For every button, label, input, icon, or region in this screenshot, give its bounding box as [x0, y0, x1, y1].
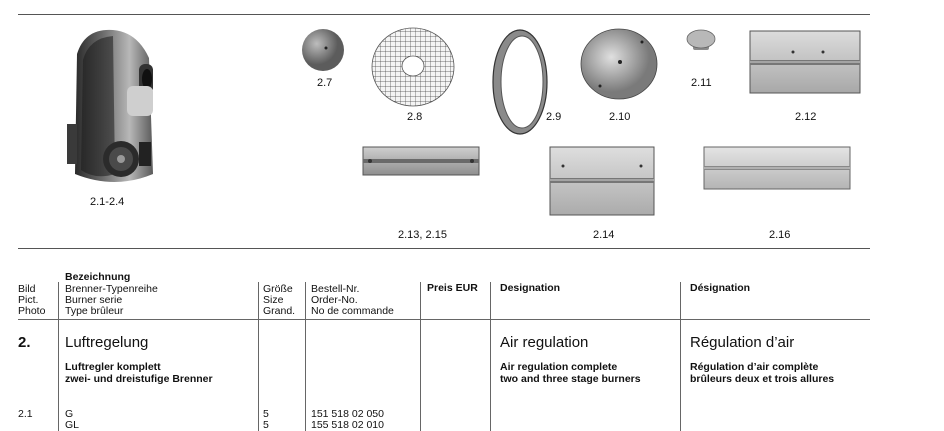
- header-bild: Bild: [18, 283, 36, 295]
- section-title-en: Air regulation: [500, 334, 589, 351]
- header-bezeichnung: Bezeichnung: [65, 271, 131, 283]
- subtitle-en-line2: two and three stage burners: [500, 373, 641, 385]
- part-label: 2.13, 2.15: [398, 229, 447, 241]
- part-label: 2.7: [317, 77, 333, 89]
- separator-rule: [18, 248, 870, 249]
- round-disc-photo: [301, 28, 345, 72]
- top-rule: [18, 14, 870, 15]
- part-label: 2.12: [795, 111, 817, 123]
- part-label: 2.1-2.4: [90, 196, 125, 208]
- hinge-strip-photo: [362, 146, 480, 176]
- subtitle-fr-line2: brûleurs deux et trois allures: [690, 373, 835, 385]
- header-brenner-typenreihe: Brenner-Typenreihe: [65, 283, 158, 295]
- row-size: 5: [263, 419, 269, 431]
- header-groesse: Größe: [263, 283, 293, 295]
- part-label: 2.11: [691, 77, 712, 89]
- piano-hinge-photo: [703, 146, 851, 190]
- part-label: 2.14: [593, 229, 615, 241]
- row-order-no: 151 518 02 050: [311, 408, 384, 420]
- row-pict: 2.1: [18, 408, 33, 420]
- header-size: Size: [263, 294, 284, 306]
- mesh-screen-photo: [370, 26, 456, 108]
- subtitle-de-line1: Luftregler komplett: [65, 361, 161, 373]
- header-type-bruleur: Type brûleur: [65, 305, 124, 317]
- section-title-de: Luftregelung: [65, 334, 149, 351]
- hinge-plate-photo: [549, 146, 655, 216]
- column-divider: [680, 282, 681, 431]
- subtitle-de-line2: zwei- und dreistufige Brenner: [65, 373, 213, 385]
- header-photo: Photo: [18, 305, 46, 317]
- row-type: GL: [65, 419, 80, 431]
- part-label: 2.9: [546, 111, 562, 123]
- header-grand: Grand.: [263, 305, 296, 317]
- subtitle-en-line1: Air regulation complete: [500, 361, 618, 373]
- air-regulator-housing-photo: [55, 24, 165, 194]
- column-divider: [420, 282, 421, 431]
- part-label: 2.8: [407, 111, 423, 123]
- hinge-plate-photo: [749, 30, 861, 94]
- row-size: 5: [263, 408, 269, 420]
- header-order-no: Order-No.: [311, 294, 358, 306]
- column-divider: [490, 282, 491, 431]
- header-designation-en: Designation: [500, 282, 561, 294]
- round-plate-photo: [580, 28, 658, 100]
- header-pict: Pict.: [18, 294, 39, 306]
- section-title-fr: Régulation d’air: [690, 334, 795, 351]
- column-divider: [258, 282, 259, 431]
- plug-cap-photo: [686, 28, 716, 54]
- column-divider: [305, 282, 306, 431]
- header-no-de-commande: No de commande: [311, 305, 394, 317]
- header-burner-serie: Burner serie: [65, 294, 123, 306]
- row-order-no: 155 518 02 010: [311, 419, 384, 431]
- part-label: 2.16: [769, 229, 791, 241]
- section-number: 2.: [18, 334, 31, 351]
- header-bestell-nr: Bestell-Nr.: [311, 283, 360, 295]
- header-rule: [18, 319, 870, 320]
- row-type: G: [65, 408, 74, 420]
- column-divider: [58, 282, 59, 431]
- header-preis: Preis EUR: [427, 282, 478, 294]
- part-label: 2.10: [609, 111, 631, 123]
- subtitle-fr-line1: Régulation d’air complète: [690, 361, 819, 373]
- ring-sleeve-photo: [490, 28, 550, 136]
- header-designation-fr: Désignation: [690, 282, 751, 294]
